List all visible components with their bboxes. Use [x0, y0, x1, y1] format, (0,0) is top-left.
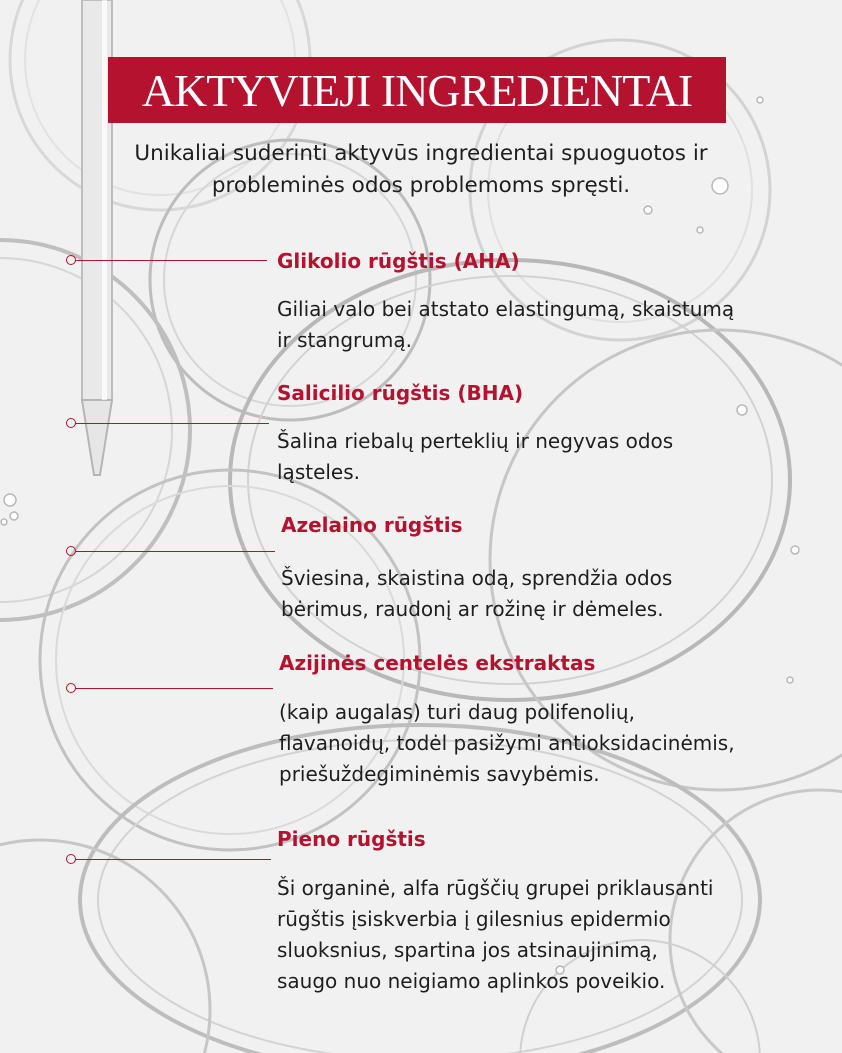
connector-line: [75, 260, 267, 261]
ingredient-name: Salicilio rūgštis (BHA): [277, 381, 524, 405]
description-line: Šviesina, skaistina odą, sprendžia odos: [281, 566, 673, 590]
ingredient-description: [277, 294, 734, 356]
description-line: Ši organinė, alfa rūgščių grupei priklausanti: [277, 876, 714, 900]
ingredient-name: Azijinės centelės ekstraktas: [279, 651, 596, 675]
subtitle-line: Unikaliai suderinti aktyvūs ingredientai spuoguotos ir: [134, 141, 708, 166]
description-line: ir stangrumą.: [277, 328, 413, 352]
description-line: sluoksnius, spartina jos atsinaujinimą,: [277, 938, 658, 962]
description-line: saugo nuo neigiamo aplinkos poveikio.: [277, 969, 666, 993]
ingredient-description: [279, 697, 735, 790]
subtitle-line: probleminės odos problemoms spręsti.: [211, 173, 631, 198]
ingredient-name: Glikolio rūgštis (AHA): [277, 249, 520, 273]
ingredient-name: Pieno rūgštis: [277, 827, 426, 851]
description-line: (kaip augalas) turi daug polifenolių,: [279, 700, 635, 724]
description-line: flavanoidų, todėl pasižymi antioksidacinėmis,: [279, 731, 735, 755]
description-line: bėrimus, raudonį ar rožinę ir dėmeles.: [281, 597, 664, 621]
description-line: rūgštis įsiskverbia į gilesnius epidermio: [277, 907, 671, 931]
description-line: Šalina riebalų perteklių ir negyvas odos: [277, 429, 674, 453]
ingredient-name: Azelaino rūgštis: [281, 513, 463, 537]
subtitle: [60, 138, 782, 202]
title-banner: [108, 57, 726, 123]
page-title: AKTYVIEJI INGREDIENTAI: [141, 64, 693, 116]
description-line: priešuždegiminėmis savybėmis.: [279, 762, 600, 786]
ingredient-description: [281, 563, 672, 625]
description-line: ląsteles.: [277, 460, 361, 484]
ingredient-description: [277, 426, 673, 488]
ingredient-description: [277, 873, 713, 997]
description-line: Giliai valo bei atstato elastingumą, skaistumą: [277, 297, 735, 321]
connector-line: [75, 859, 271, 860]
connector-line: [75, 423, 269, 424]
connector-line: [75, 688, 273, 689]
connector-line: [75, 551, 275, 552]
